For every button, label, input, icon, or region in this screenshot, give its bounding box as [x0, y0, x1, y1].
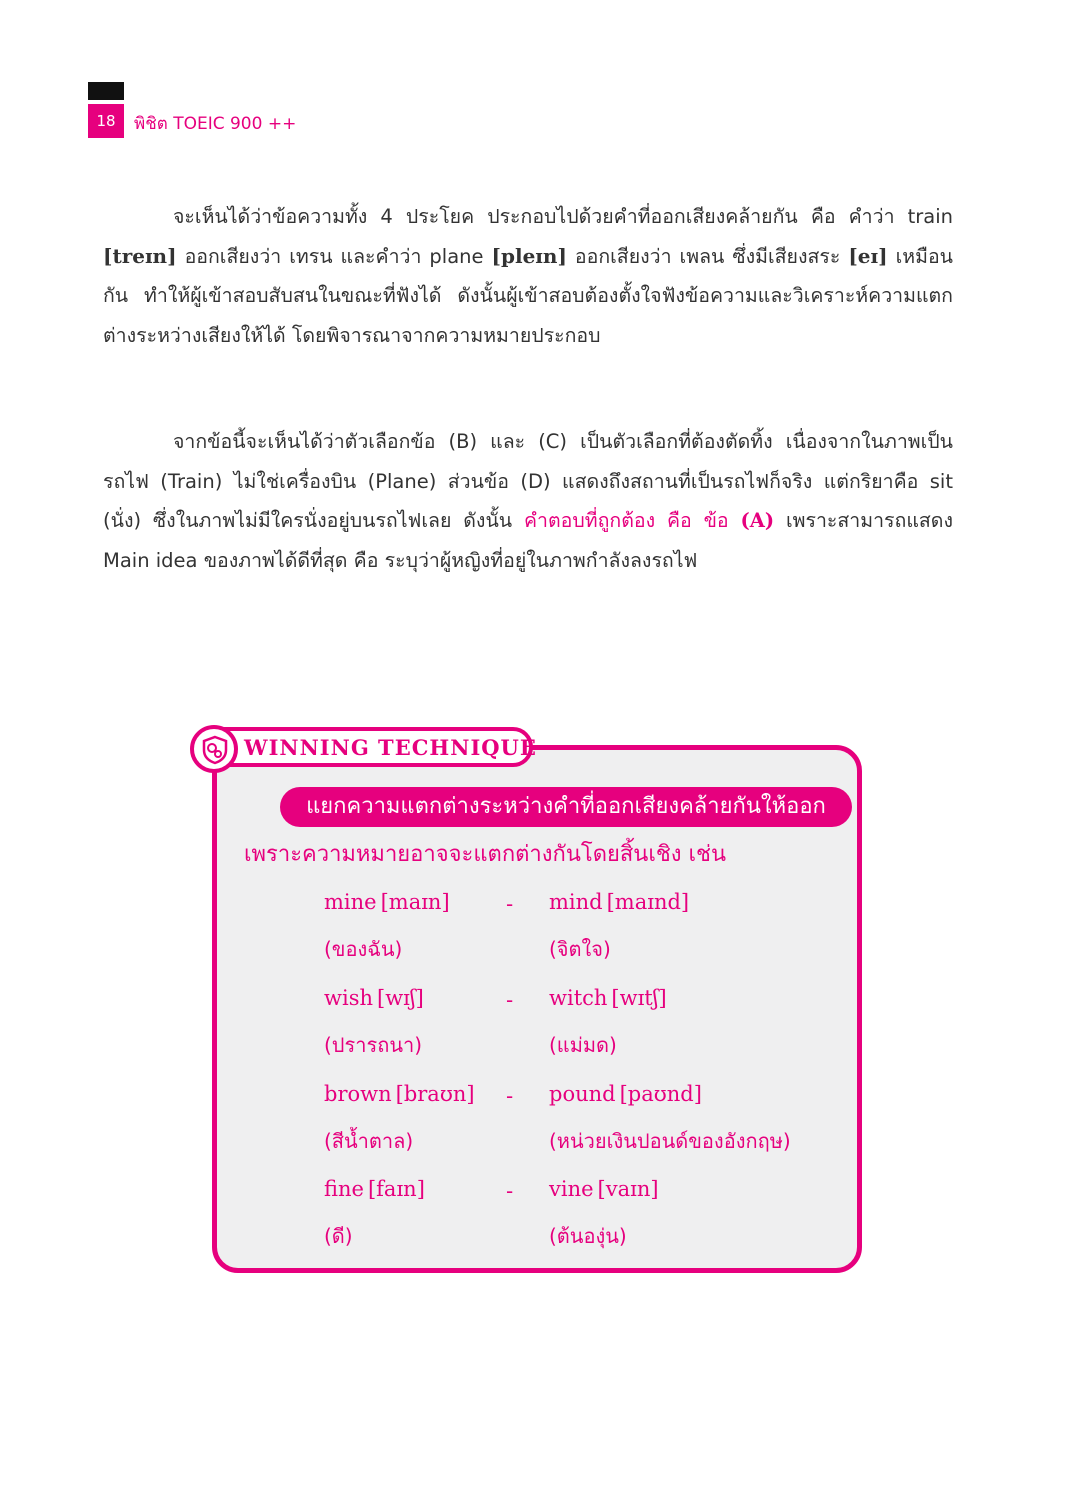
word-text: mind: [549, 890, 603, 914]
word-text: pound: [549, 1082, 616, 1106]
answer-letter: (A): [740, 509, 775, 532]
word-phonetic: [faɪn]: [367, 1177, 425, 1201]
word-text: vine: [549, 1177, 594, 1201]
para2-text-2: เพราะสามารถแสดง Main idea ของภาพได้ดีที่สุด คือ ระบุว่าผู้หญิงที่อยู่ในภาพกำลังลงรถไฟ: [103, 509, 953, 572]
pair-4-meaning-1: (ดี): [324, 1224, 353, 1248]
pair-4-word-2: [549, 1177, 659, 1201]
para1-text-4: เหมือนกัน ทำให้ผู้เข้าสอบสับสนในขณะที่ฟังได้ ดังนั้นผู้เข้าสอบต้องตั้งใจฟังข้อความและวิเคราะห์ความแตกต่างระหว่างเสียงให้ได้ โดยพิจารณาจากความหมายประกอบ: [103, 244, 953, 347]
pair-4-word-1: [324, 1177, 425, 1201]
technique-badge-circle: [190, 725, 238, 773]
word-text: witch: [549, 986, 608, 1010]
pair-2-word-2: [549, 986, 667, 1010]
word-phonetic: [braʊn]: [395, 1082, 475, 1106]
word-phonetic: [paʊnd]: [619, 1082, 702, 1106]
ipa-train: [treɪn]: [103, 243, 177, 268]
pair-3-dash: -: [506, 1084, 514, 1108]
pair-2-dash: -: [506, 988, 514, 1012]
para2-text-1: จากข้อนี้จะเห็นได้ว่าตัวเลือกข้อ (B) และ (C) เป็นตัวเลือกที่ต้องตัดทิ้ง เนื่องจากในภาพเป็นรถไฟ (Train) ไม่ใช่เครื่องบิน (Plane) ส่วนข้อ (D) แสดงถึงสถานที่เป็นรถไฟก็จริง แต่กริยาคือ sit (นั่ง) ซึ่งในภาพไม่มีใครนั่งอยู่บนรถไฟเลย ดังนั้น: [103, 430, 953, 532]
word-text: wish: [324, 986, 373, 1010]
word-phonetic: [wɪʃ]: [377, 986, 424, 1010]
pair-1-dash: -: [506, 892, 514, 916]
pair-3-word-2: [549, 1082, 702, 1106]
technique-badge-label: WINNING TECHNIQUE: [244, 735, 537, 760]
para1-text-2: ออกเสียงว่า เทรน และคำว่า plane: [184, 244, 484, 268]
pair-2-meaning-1: (ปรารถนา): [324, 1033, 423, 1057]
para1-text-1: จะเห็นได้ว่าข้อความทั้ง 4 ประโยค ประกอบไปด้วยคำที่ออกเสียงคล้ายกัน คือ คำว่า train: [173, 205, 953, 228]
book-title: พิชิต TOEIC 900 ++: [134, 114, 297, 134]
pair-3-meaning-2: (หน่วยเงินปอนด์ของอังกฤษ): [549, 1129, 791, 1153]
pair-3-meaning-1: (สีน้ำตาล): [324, 1129, 414, 1153]
word-text: mine: [324, 890, 377, 914]
page-number: 18: [88, 104, 124, 138]
pair-2-word-1: [324, 986, 424, 1010]
answer-highlight: คำตอบที่ถูกต้อง คือ ข้อ: [523, 509, 729, 532]
paragraph-1: [103, 197, 953, 355]
word-text: brown: [324, 1082, 392, 1106]
pair-1-word-1: [324, 890, 450, 914]
pair-1-word-2: [549, 890, 689, 914]
pair-1-meaning-1: (ของฉัน): [324, 937, 403, 961]
word-phonetic: [vaɪn]: [597, 1177, 659, 1201]
pair-3-word-1: [324, 1082, 475, 1106]
word-phonetic: [wɪtʃ]: [611, 986, 667, 1010]
pair-1-meaning-2: (จิตใจ): [549, 937, 611, 961]
pair-4-meaning-2: (ต้นองุ่น): [549, 1224, 627, 1248]
word-phonetic: [maɪnd]: [606, 890, 690, 914]
technique-intro: เพราะความหมายอาจจะแตกต่างกันโดยสิ้นเชิง เช่น: [244, 842, 727, 867]
ipa-plane: [pleɪn]: [491, 243, 567, 268]
shield-gear-icon: [201, 735, 229, 765]
word-phonetic: [maɪn]: [380, 890, 450, 914]
technique-subheading: แยกความแตกต่างระหว่างคำที่ออกเสียงคล้ายกันให้ออก: [280, 787, 852, 827]
pair-4-dash: -: [506, 1179, 514, 1203]
ipa-vowel: [eɪ]: [848, 243, 888, 268]
para1-text-3: ออกเสียงว่า เพลน ซึ่งมีเสียงสระ: [574, 244, 841, 268]
pair-2-meaning-2: (แม่มด): [549, 1033, 617, 1057]
word-text: fine: [324, 1177, 364, 1201]
paragraph-2: [103, 422, 953, 580]
header-tab-block: [88, 82, 124, 100]
